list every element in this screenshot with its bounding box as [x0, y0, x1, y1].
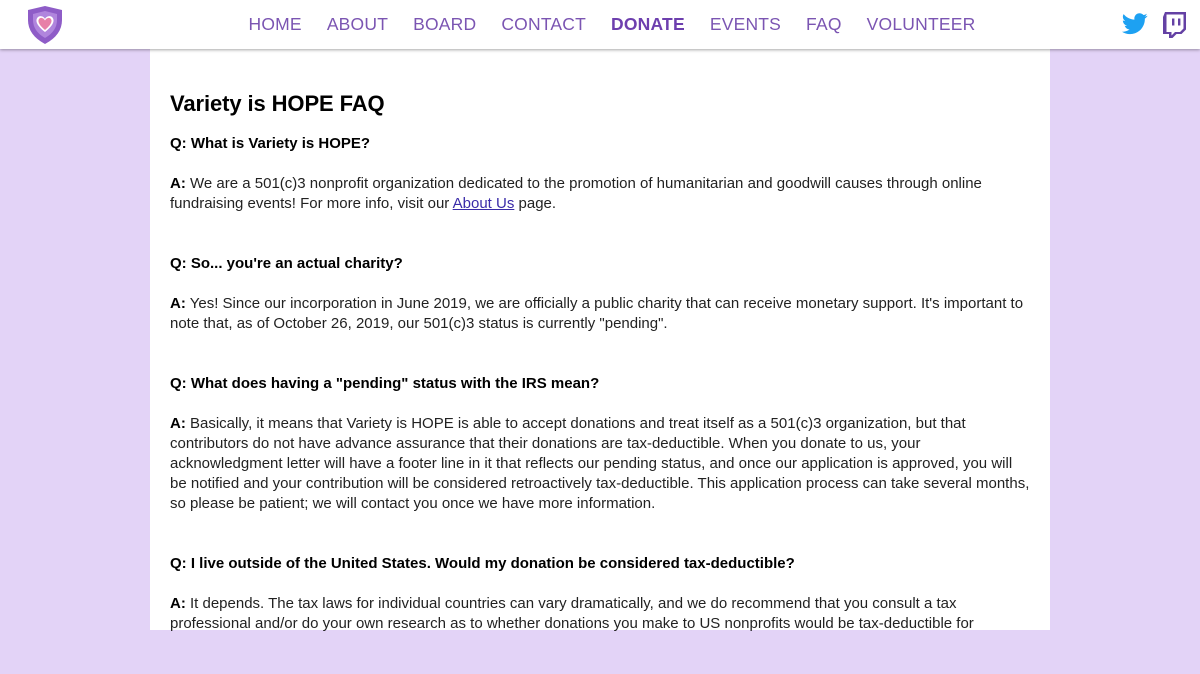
variety-hope-logo-icon[interactable]: [25, 5, 65, 45]
nav-faq[interactable]: FAQ: [806, 14, 842, 34]
faq-answer: [170, 294, 1030, 334]
faq-question: Q: So... you're an actual charity?: [170, 255, 403, 272]
faq-item: [170, 134, 1030, 214]
faq-question: Q: What does having a "pending" status with the IRS mean?: [170, 375, 600, 392]
main-nav: [236, 0, 988, 49]
answer-text: Basically, it means that Variety is HOPE is able to accept donations and treat itself as a 501(c)3 organization, but that contributors do not have advance assurance that their donations are tax-deductible. When you donate to us, your acknowledgment letter will have a footer line in it that reflects our pending status, and once our application is approved, you will be notified and your contribution will be considered retroactively tax-deductible. This application process can take several months, so please be patient; we will contact you once we have more information.: [170, 415, 1030, 512]
faq-question: Q: I live outside of the United States. Would my donation be considered tax-deductible?: [170, 555, 795, 572]
nav-donate[interactable]: DONATE: [611, 14, 685, 34]
nav-board[interactable]: BOARD: [413, 14, 477, 34]
answer-text: It depends. The tax laws for individual countries can vary dramatically, and we do recommend that you consult a tax professional and/or do your own research as to whether donations you make to US nonprofits would be tax-deductible for: [170, 595, 974, 632]
nav-about[interactable]: ABOUT: [326, 14, 389, 34]
faq-item: [170, 374, 1030, 514]
nav-volunteer[interactable]: VOLUNTEER: [866, 14, 976, 34]
faq-answer: [170, 414, 1030, 514]
answer-text: Yes! Since our incorporation in June 2019, we are officially a public charity that can receive monetary support. It's important to note that, as of October 26, 2019, our 501(c)3 status is currently "pending".: [170, 295, 1024, 332]
nav-contact[interactable]: CONTACT: [501, 14, 587, 34]
about-us-link[interactable]: About Us: [452, 195, 515, 212]
faq-content-panel: [150, 49, 1050, 630]
faq-item: [170, 554, 1030, 634]
nav-home[interactable]: HOME: [248, 14, 302, 34]
top-navbar: [0, 0, 1200, 49]
answer-label: A:: [170, 415, 186, 432]
twitter-icon[interactable]: [1122, 12, 1148, 36]
answer-label: A:: [170, 175, 186, 192]
faq-list: [170, 134, 1030, 634]
faq-answer: [170, 174, 1030, 214]
twitch-icon[interactable]: [1162, 12, 1186, 38]
faq-item: [170, 254, 1030, 334]
answer-label: A:: [170, 595, 186, 612]
faq-question: Q: What is Variety is HOPE?: [170, 135, 371, 152]
answer-text-end: page.: [518, 195, 557, 212]
answer-label: A:: [170, 295, 186, 312]
page-title: Variety is HOPE FAQ: [170, 91, 385, 116]
nav-events[interactable]: EVENTS: [709, 14, 782, 34]
answer-text: We are a 501(c)3 nonprofit organization dedicated to the promotion of humanitarian and goodwill causes through online fundraising events! For more info, visit our: [170, 175, 982, 212]
faq-answer: [170, 594, 1030, 634]
faq-inner: [170, 90, 1030, 674]
